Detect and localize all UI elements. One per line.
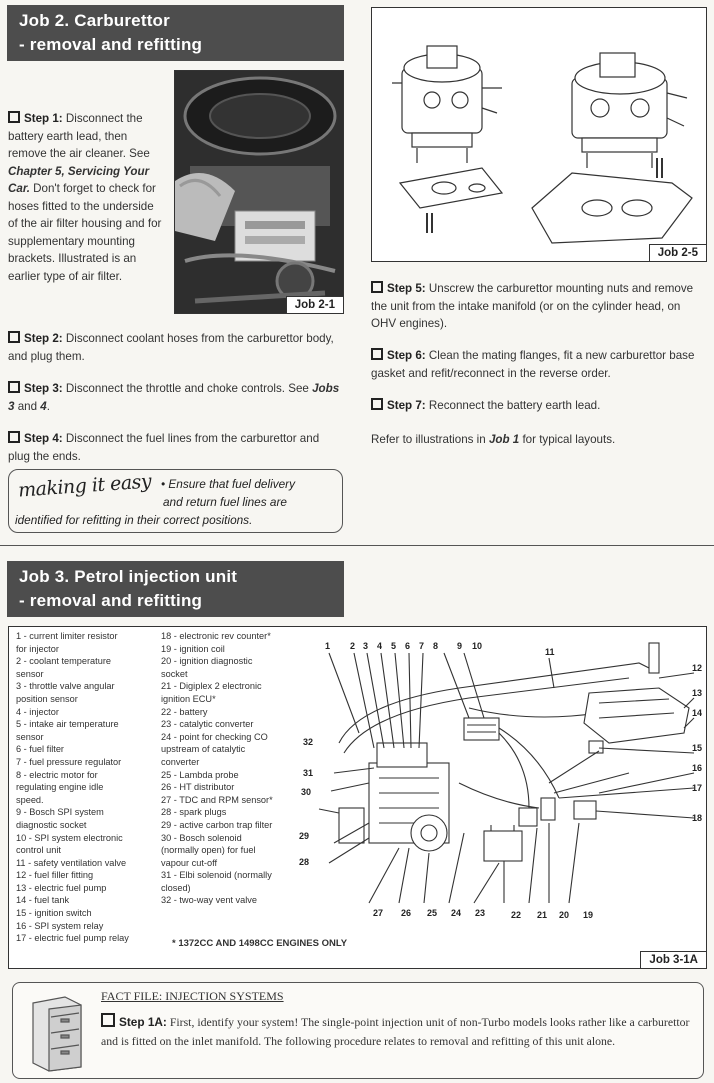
making-it-easy-box [8, 469, 343, 533]
refer-end: for typical layouts. [522, 433, 616, 446]
callout-17: 17 [692, 783, 703, 793]
callout-2: 2 [350, 641, 356, 651]
fact-file-title: FACT FILE: INJECTION SYSTEMS [101, 989, 284, 1003]
callout-20: 20 [559, 910, 570, 920]
step3-ref2: 4 [40, 399, 47, 413]
legend-line: 20 - ignition diagnostic [161, 656, 253, 667]
legend-line: 25 - Lambda probe [161, 769, 239, 780]
step6-paragraph [371, 347, 707, 382]
legend-line: 23 - catalytic converter [161, 719, 254, 730]
fact-file-box [12, 982, 704, 1079]
step4-label: Step 4: [24, 432, 63, 445]
legend-line: 15 - ignition switch [16, 908, 92, 919]
step3-end: . [46, 399, 50, 413]
callout-3: 3 [363, 641, 369, 651]
job3-title-banner [7, 561, 344, 617]
callout-13: 13 [692, 688, 703, 698]
step7-text: Reconnect the battery earth lead. [428, 399, 601, 412]
callout-7: 7 [419, 641, 425, 651]
legend-line: 1 - current limiter resistor [16, 631, 118, 641]
callout-31: 31 [303, 768, 314, 778]
step5-text: Unscrew the carburettor mounting nuts and remove the unit from the intake manifold (or on the cylinder head, on OHV engines). [371, 282, 694, 330]
legend-line: vapour cut-off [161, 857, 218, 868]
callout-16: 16 [692, 763, 703, 773]
legend-line: converter [161, 756, 200, 767]
step1a-checkbox[interactable] [101, 1013, 115, 1027]
legend-line: 31 - Elbi solenoid (normally [161, 870, 272, 881]
engine-photo-illustration [175, 71, 344, 314]
callout-9: 9 [457, 641, 463, 651]
step1a-label: Step 1A: [119, 1015, 167, 1029]
step6-text: Clean the mating flanges, fit a new carburettor base gasket and refit/reconnect in the reverse order. [371, 349, 695, 380]
job3-title-line1: Job 3. Petrol injection unit [19, 567, 238, 586]
job3-title-line2: - removal and refitting [19, 591, 203, 610]
legend-line: closed) [161, 882, 191, 893]
step3-ref1: Jobs 3 [8, 382, 340, 413]
legend-line: 22 - battery [161, 706, 208, 717]
legend-line: 27 - TDC and RPM sensor* [161, 794, 273, 805]
step4-checkbox[interactable] [8, 431, 20, 443]
legend-line: 10 - SPI system electronic [16, 832, 123, 843]
callout-8: 8 [433, 641, 439, 651]
legend-line: sensor [16, 668, 44, 679]
job3-1a-diagram [8, 626, 707, 969]
step2-paragraph [8, 330, 343, 365]
legend-line: (normally open) for fuel [161, 845, 256, 856]
legend-line: 29 - active carbon trap filter [161, 819, 273, 830]
legend-line: 2 - coolant temperature [16, 656, 111, 667]
callout-29: 29 [299, 831, 310, 841]
step3-label: Step 3: [24, 382, 63, 395]
legend-note: * 1372CC AND 1498CC ENGINES ONLY [172, 938, 348, 949]
callout-25: 25 [427, 908, 438, 918]
callout-32: 32 [303, 737, 314, 747]
callout-21: 21 [537, 910, 548, 920]
legend-line: 11 - safety ventilation valve [16, 857, 127, 868]
easy-bullet-line1 [161, 475, 295, 493]
easy-line1: Ensure that fuel delivery [168, 477, 295, 491]
legend-line: 21 - Digiplex 2 electronic [161, 681, 262, 692]
callout-19: 19 [583, 910, 594, 920]
step7-checkbox[interactable] [371, 398, 383, 410]
legend-line: 26 - HT distributor [161, 782, 235, 793]
step2-checkbox[interactable] [8, 331, 20, 343]
callout-5: 5 [391, 641, 397, 651]
job2-5-label: Job 2-5 [649, 244, 706, 261]
callout-15: 15 [692, 743, 703, 753]
legend-line: for injector [16, 643, 59, 654]
step1-chapter-ref: Chapter 5, Servicing Your Car. [8, 164, 150, 195]
job2-title-line2: - removal and refitting [19, 35, 203, 54]
legend-line: 13 - electric fuel pump [16, 882, 107, 893]
legend-line: 8 - electric motor for [16, 769, 98, 780]
legend-line: sensor [16, 731, 44, 742]
easy-line3: identified for refitting in their correct positions. [15, 513, 253, 527]
legend-line: 30 - Bosch solenoid [161, 832, 242, 843]
step7-paragraph [371, 397, 707, 415]
section-divider [0, 545, 714, 546]
callout-10: 10 [472, 641, 483, 651]
step1a-text: First, identify your system! The single-point injection unit of non-Turbo models looks rather like a carburettor and is fitted on the inlet manifold. The following procedure relates to removal and refitting of this unit alone. [101, 1015, 690, 1048]
step5-paragraph [371, 280, 707, 333]
making-it-easy-logo: making it easy [17, 470, 152, 502]
legend-line: 12 - fuel filler fitting [16, 870, 94, 881]
step2-label: Step 2: [24, 332, 63, 345]
refer-paragraph [371, 431, 707, 449]
job2-title-line1: Job 2. Carburettor [19, 11, 170, 30]
callout-28: 28 [299, 857, 310, 867]
step4-paragraph [8, 430, 343, 465]
legend-line: 19 - ignition coil [161, 643, 225, 654]
legend-line: socket [161, 668, 188, 679]
injection-system-drawing [299, 633, 704, 953]
carburettor-drawing [372, 8, 706, 261]
callout-30: 30 [301, 787, 312, 797]
step3-checkbox[interactable] [8, 381, 20, 393]
step3-and: and [17, 399, 38, 413]
fact-file-text [101, 1013, 696, 1051]
job2-5-diagram [371, 7, 707, 262]
callout-26: 26 [401, 908, 412, 918]
callout-24: 24 [451, 908, 462, 918]
callout-23: 23 [475, 908, 486, 918]
callout-11: 11 [545, 647, 555, 657]
refer-text: Refer to illustrations in [371, 433, 486, 446]
callout-18: 18 [692, 813, 703, 823]
callout-1: 1 [325, 641, 331, 651]
step6-checkbox[interactable] [371, 348, 383, 360]
legend-line: 14 - fuel tank [16, 895, 70, 906]
legend-line: upstream of catalytic [161, 744, 246, 755]
step1-label: Step 1: [24, 112, 63, 125]
step6-label: Step 6: [387, 349, 426, 362]
step4-text: Disconnect the fuel lines from the carburettor and plug the ends. [8, 432, 320, 463]
step3-paragraph [8, 380, 348, 415]
step2-text: Disconnect coolant hoses from the carburettor body, and plug them. [8, 332, 334, 363]
job2-1-label: Job 2-1 [286, 296, 343, 313]
legend-line: position sensor [16, 693, 78, 704]
step5-label: Step 5: [387, 282, 426, 295]
callout-22: 22 [511, 910, 522, 920]
easy-bullet: • [161, 477, 166, 491]
legend-line: 28 - spark plugs [161, 807, 227, 818]
legend-line: 6 - fuel filter [16, 744, 64, 755]
legend-line: 5 - intake air temperature [16, 719, 119, 730]
legend-line: diagnostic socket [16, 819, 87, 830]
legend-column-2 [161, 630, 301, 907]
legend-line: 16 - SPI system relay [16, 920, 104, 931]
legend-line: control unit [16, 845, 61, 856]
legend-line: 7 - fuel pressure regulator [16, 756, 122, 767]
legend-line: 17 - electric fuel pump relay [16, 933, 129, 944]
callout-12: 12 [692, 663, 703, 673]
callout-6: 6 [405, 641, 411, 651]
step5-checkbox[interactable] [371, 281, 383, 293]
easy-line2: and return fuel lines are [163, 495, 287, 509]
legend-line: 4 - injector [16, 706, 59, 717]
legend-line: 18 - electronic rev counter* [161, 631, 271, 641]
step3-text: Disconnect the throttle and choke controls. See [65, 382, 309, 395]
legend-line: 3 - throttle valve angular [16, 681, 115, 692]
refer-job1: Job 1 [488, 433, 520, 446]
callout-4: 4 [377, 641, 383, 651]
legend-line: 32 - two-way vent valve [161, 895, 257, 906]
callout-14: 14 [692, 708, 703, 718]
legend-line: regulating engine idle [16, 782, 104, 793]
step1-checkbox[interactable] [8, 111, 20, 123]
step7-label: Step 7: [387, 399, 426, 412]
legend-line: 9 - Bosch SPI system [16, 807, 104, 818]
job3-1a-label: Job 3-1A [640, 951, 706, 968]
filing-cabinet-icon [25, 993, 87, 1073]
legend-line: speed. [16, 794, 44, 805]
callout-27: 27 [373, 908, 384, 918]
step1-paragraph [8, 110, 166, 285]
step1-text-a: Disconnect the battery earth lead, then remove the air cleaner. See [8, 112, 150, 160]
step1-text-b: Don't forget to check for hoses fitted to the underside of the air filter housing and for supplementary mounting brackets. Illustrated is an earlier type of air filter. [8, 182, 162, 283]
legend-column-1 [16, 630, 166, 945]
legend-line: 24 - point for checking CO [161, 731, 268, 742]
job2-title-banner [7, 5, 344, 61]
legend-line: ignition ECU* [161, 693, 216, 704]
job2-1-photo [174, 70, 344, 314]
